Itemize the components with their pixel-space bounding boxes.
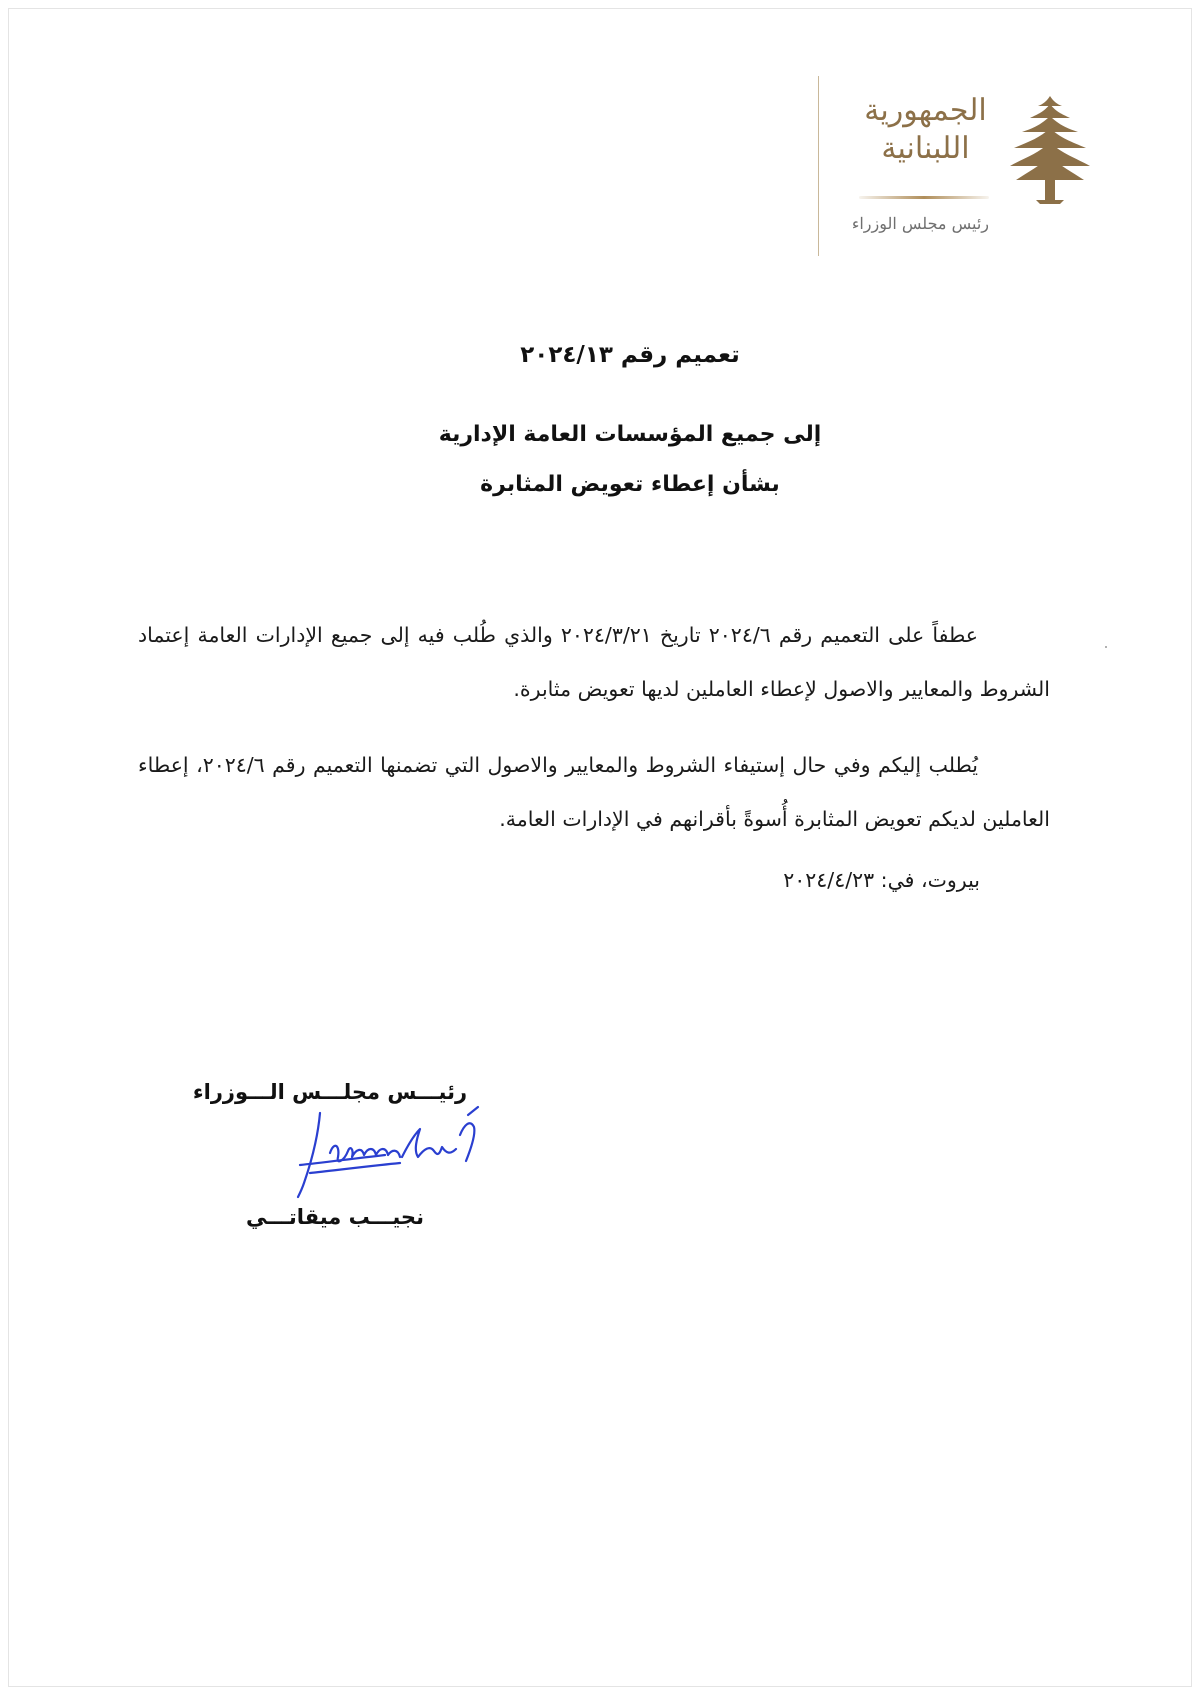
republic-emblem-text [853,92,998,168]
signatory-name: نجيـــب ميقاتـــي [246,1205,424,1229]
place-date-line: بيروت، في: ٢٠٢٤/٤/٢٣ [783,868,980,892]
handwritten-signature-icon [290,1105,510,1205]
letterhead-divider [818,76,819,256]
recipient-line: إلى جميع المؤسسات العامة الإدارية [438,422,822,447]
signatory-role: رئيـــس مجلـــس الـــوزراء [192,1080,468,1104]
republic-line-2: اللبنانية [881,131,970,166]
republic-line-1: الجمهورية [864,93,987,128]
letterhead-gold-rule [859,196,989,199]
letterhead [815,74,1115,258]
page-border [8,8,1192,1687]
circular-number: تعميم رقم ٢٠٢٤/١٣ [520,342,740,368]
letterhead-office: رئيس مجلس الوزراء [851,214,989,233]
margin-speck [1105,646,1107,648]
cedar-tree-icon [1010,94,1090,206]
body-paragraph-2: يُطلب إليكم وفي حال إستيفاء الشروط والمعايير والاصول التي تضمنها التعميم رقم ٢٠٢٤/٦، إعطاء العاملين لديكم تعويض المثابرة أُسوةً بأقرانهم في الإدارات العامة. [138,753,1050,831]
body-paragraph-1: عطفاً على التعميم رقم ٢٠٢٤/٦ تاريخ ٢٠٢٤/٣/٢١ والذي طُلب فيه إلى جميع الإدارات العامة إعتماد الشروط والمعايير والاصول لإعطاء العاملين لديها تعويض مثابرة. [138,623,1050,701]
subject-line: بشأن إعطاء تعويض المثابرة [480,472,780,497]
